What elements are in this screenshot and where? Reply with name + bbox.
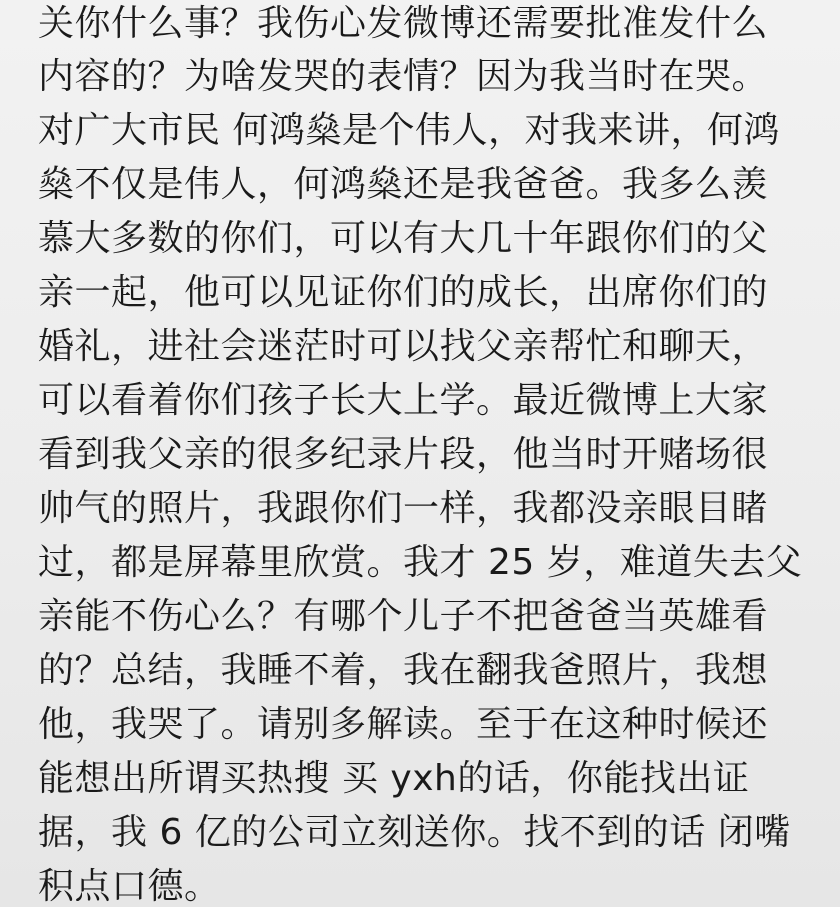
note-line: 关你什么事？我伤心发微博还需要批准发什么 <box>38 3 769 44</box>
note-line: 亲一起，他可以见证你们的成长，出席你们的 <box>38 272 769 313</box>
note-line: 亲能不伤心么？有哪个儿子不把爸爸当英雄看 <box>38 596 769 637</box>
note-line: 对广大市民 何鸿燊是个伟人，对我来讲，何鸿 <box>38 110 780 151</box>
note-line: 内容的？为啥发哭的表情？因为我当时在哭。 <box>38 56 769 97</box>
note-line: 他，我哭了。请别多解读。至于在这种时候还 <box>38 704 769 745</box>
note-line: 积点口德。 <box>38 866 221 907</box>
note-line: 慕大多数的你们，可以有大几十年跟你们的父 <box>38 218 769 259</box>
note-line: 看到我父亲的很多纪录片段，他当时开赌场很 <box>38 434 769 475</box>
note-line: 可以看着你们孩子长大上学。最近微博上大家 <box>38 380 769 421</box>
note-line: 过，都是屏幕里欣赏。我才 25 岁，难道失去父 <box>38 542 803 583</box>
note-line: 能想出所谓买热搜 买 yxh的话，你能找出证 <box>38 758 750 799</box>
note-line: 据，我 6 亿的公司立刻送你。找不到的话 闭嘴 <box>38 812 791 853</box>
note-line: 的？总结，我睡不着，我在翻我爸照片，我想 <box>38 650 769 691</box>
note-line: 婚礼，进社会迷茫时可以找父亲帮忙和聊天， <box>38 326 769 367</box>
note-line: 燊不仅是伟人，何鸿燊还是我爸爸。我多么羡 <box>38 164 769 205</box>
note-line: 帅气的照片，我跟你们一样，我都没亲眼目睹 <box>38 488 769 529</box>
